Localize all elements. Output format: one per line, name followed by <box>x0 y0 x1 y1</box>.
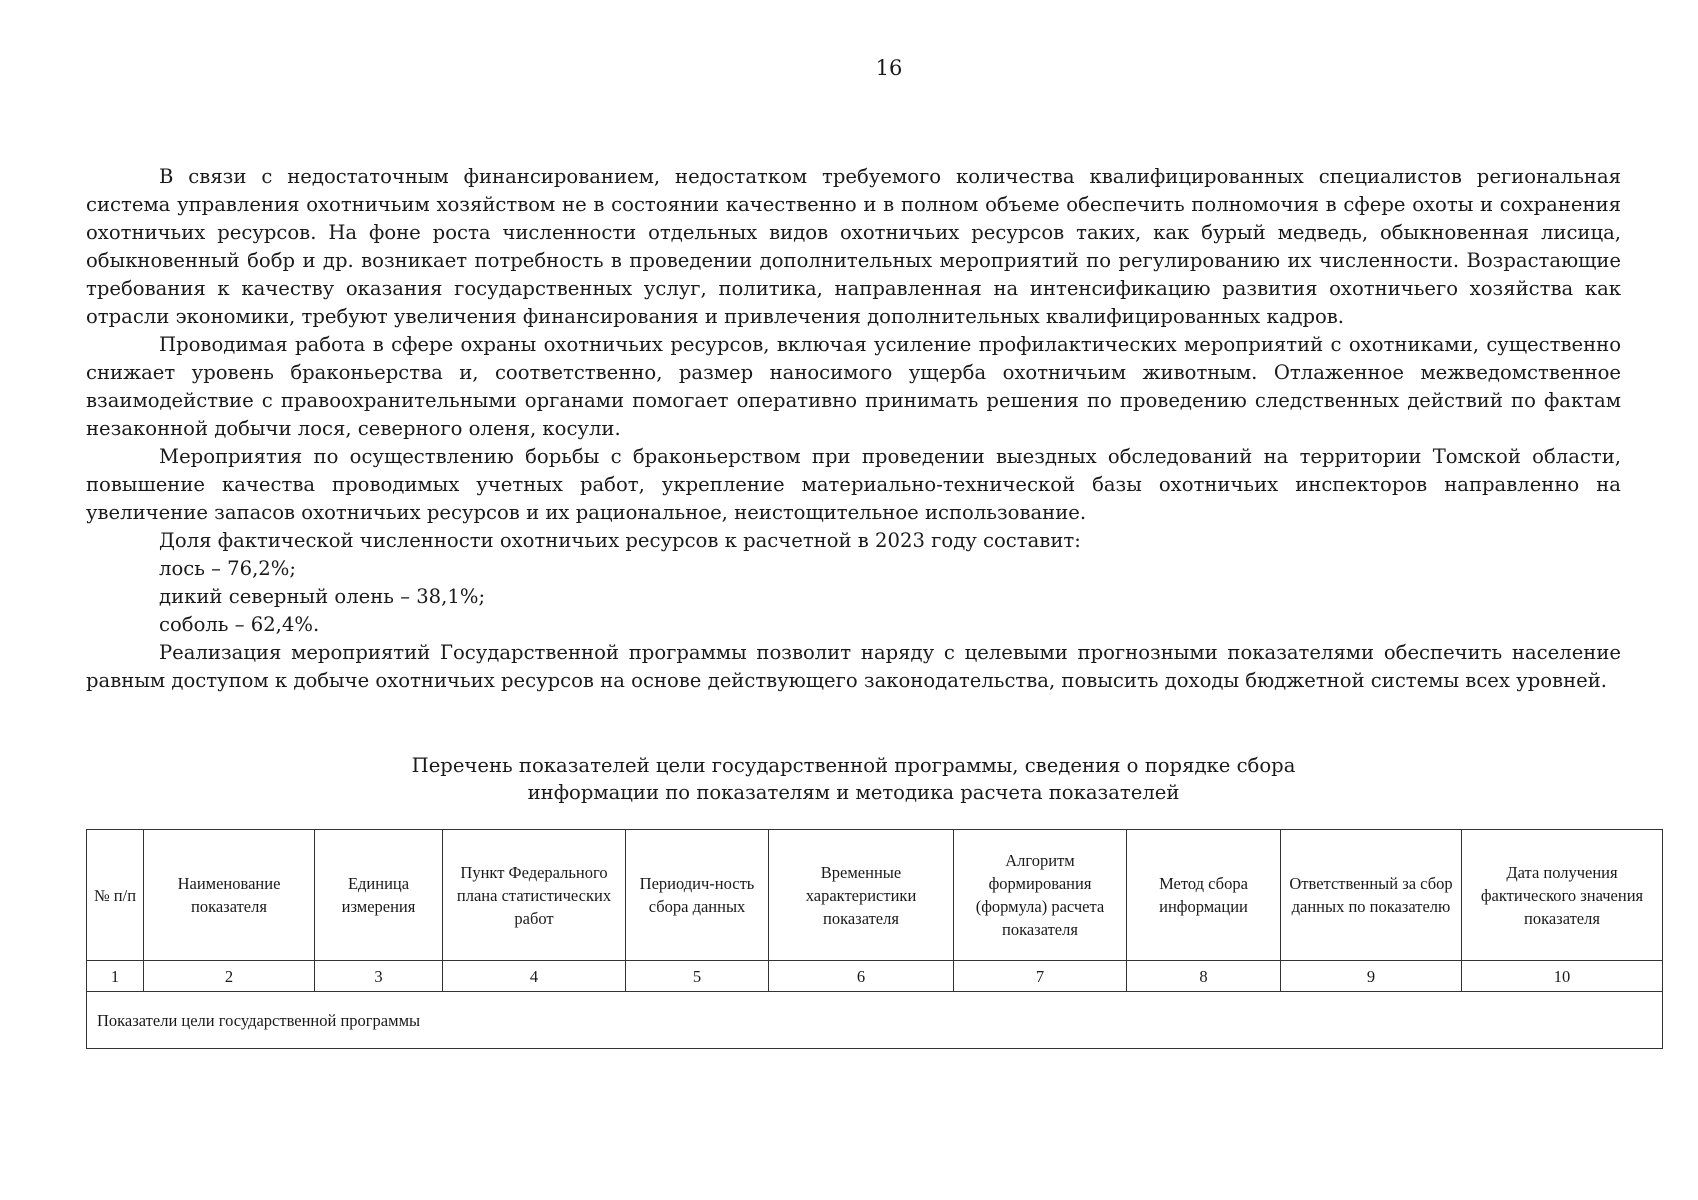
header-collection-method: Метод сбора информации <box>1127 830 1281 961</box>
column-number: 9 <box>1281 961 1462 992</box>
section-row <box>87 992 1663 1049</box>
list-item-sable: соболь – 62,4%. <box>159 613 320 636</box>
list-item-moose: лось – 76,2%; <box>159 557 296 580</box>
column-number: 8 <box>1127 961 1281 992</box>
column-number: 1 <box>87 961 144 992</box>
list-item-reindeer: дикий северный олень – 38,1%; <box>159 585 486 608</box>
header-periodicity: Периодич-ность сбора данных <box>626 830 769 961</box>
header-unit: Единица измерения <box>315 830 443 961</box>
column-number: 5 <box>626 961 769 992</box>
body-text <box>86 163 1621 695</box>
table-title-line-1: Перечень показателей цели государственной программы, сведения о порядке сбора <box>411 754 1296 777</box>
table-header-row <box>87 830 1663 961</box>
header-responsible: Ответственный за сбор данных по показателю <box>1281 830 1462 961</box>
indicators-table <box>86 829 1663 1049</box>
header-indicator-name: Наименование показателя <box>144 830 315 961</box>
column-number: 10 <box>1462 961 1663 992</box>
header-actual-value-date: Дата получения фактического значения показателя <box>1462 830 1663 961</box>
paragraph-protection: Проводимая работа в сфере охраны охотничьих ресурсов, включая усиление профилактических мероприятий с охотниками, существенно снижает уровень браконьерства и, соответственно, размер наносимого ущерба охотничьим животным. Отлаженное межведомственное взаимодействие с правоохранительными органами помогает оперативно принимать решения по проведению следственных действий по фактам незаконной добычи лося, северного оленя, косули. <box>86 333 1621 440</box>
column-number: 2 <box>144 961 315 992</box>
table-title-line-2: информации по показателям и методика расчета показателей <box>527 781 1180 804</box>
paragraph-funding: В связи с недостаточным финансированием, недостатком требуемого количества квалифицированных специалистов региональная система управления охотничьим хозяйством не в состоянии качественно и в полном объеме обеспечить полномочия в сфере охоты и сохранения охотничьих ресурсов. На фоне роста численности отдельных видов охотничьих ресурсов таких, как бурый медведь, обыкновенная лисица, обыкновенный бобр и др. возникает потребность в проведении дополнительных мероприятий по регулированию их численности. Возрастающие требования к качеству оказания государственных услуг, политика, направленная на интенсификацию развития охотничьего хозяйства как отрасли экономики, требуют увеличения финансирования и привлечения дополнительных квалифицированных кадров. <box>86 165 1621 328</box>
column-number: 4 <box>443 961 626 992</box>
header-number: № п/п <box>87 830 144 961</box>
column-number: 7 <box>954 961 1127 992</box>
paragraph-implementation: Реализация мероприятий Государственной программы позволит наряду с целевыми прогнозными показателями обеспечить население равным доступом к добыче охотничьих ресурсов на основе действующего законодательства, повысить доходы бюджетной системы всех уровней. <box>86 641 1621 692</box>
column-number-row <box>87 961 1663 992</box>
header-federal-plan-item: Пункт Федерального плана статистических работ <box>443 830 626 961</box>
section-label: Показатели цели государственной программы <box>87 992 1663 1049</box>
header-algorithm: Алгоритм формирования (формула) расчета показателя <box>954 830 1127 961</box>
table-title <box>86 752 1621 806</box>
column-number: 6 <box>769 961 954 992</box>
page-number: 16 <box>875 56 903 80</box>
column-number: 3 <box>315 961 443 992</box>
paragraph-share-intro: Доля фактической численности охотничьих ресурсов к расчетной в 2023 году составит: <box>159 529 1081 552</box>
paragraph-poaching-measures: Мероприятия по осуществлению борьбы с браконьерством при проведении выездных обследований на территории Томской области, повышение качества проводимых учетных работ, укрепление материально-технической базы охотничьих инспекторов направленно на увеличение запасов охотничьих ресурсов и их рациональное, неистощительное использование. <box>86 445 1621 524</box>
header-time-characteristics: Временные характеристики показателя <box>769 830 954 961</box>
